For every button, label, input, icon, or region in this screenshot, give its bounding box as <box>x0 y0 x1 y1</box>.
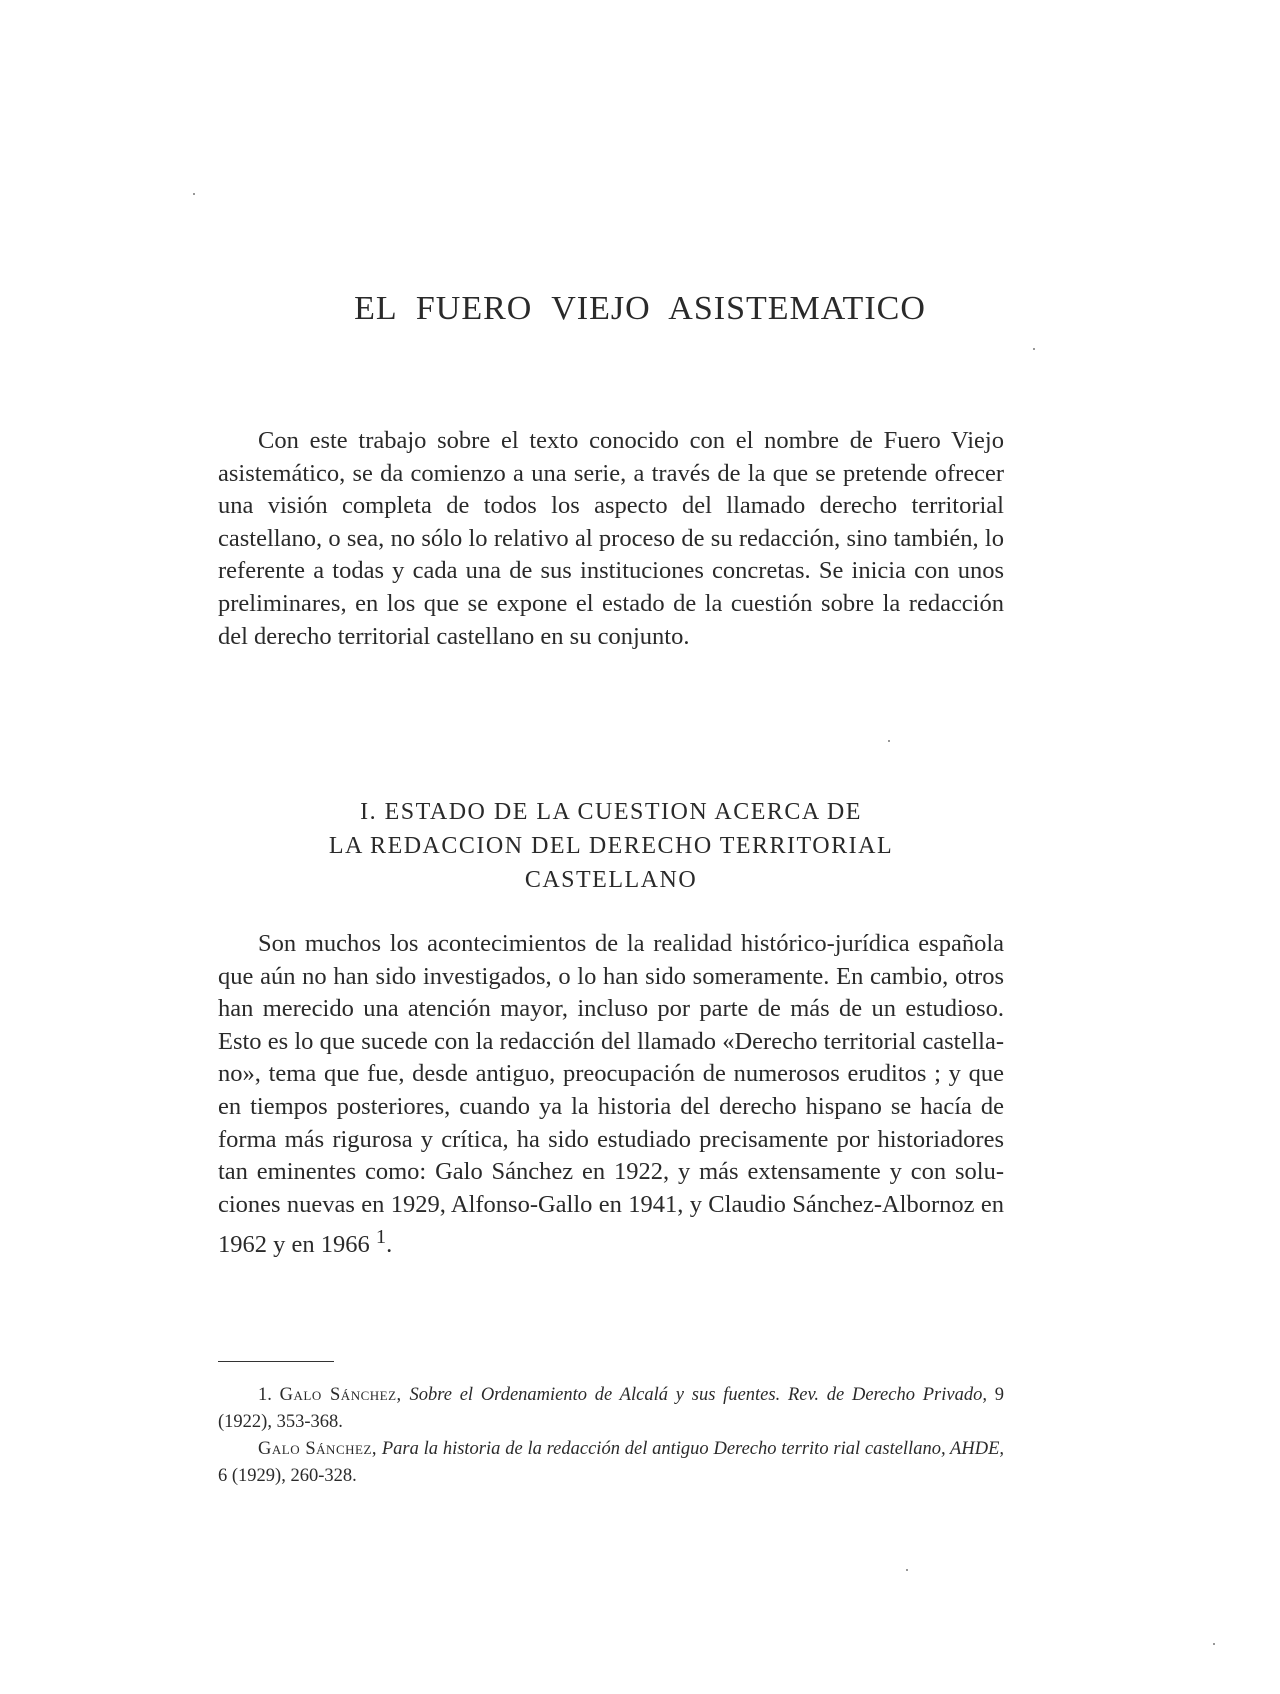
footnotes <box>218 1382 1004 1490</box>
section-paragraph-text: Son muchos los acontecimientos de la realidad histórico-jurídica española que aún no han sido investigados, o lo han sido someramente. En cambio, otros han merecido una atención mayor, incluso por parte de más de un estudioso. Esto es lo que sucede con la redacción del llamado «Derecho territorial castellano», tema que fue, desde antiguo, preocupación de numerosos eruditos ; y que en tiempos posteriores, cuando ya la historia del derecho hispano se hacía de forma más rigurosa y crítica, ha sido estudiado precisamente por historiadores tan eminentes como: Galo Sánchez en 1922, y más extensamente y con soluciones nuevas en 1929, Alfonso-Gallo en 1941, y Claudio Sánchez-Albornoz en 1962 y en 1966 <box>218 930 1004 1259</box>
footnote-details: 9 (1922), 353-368. <box>218 1385 1005 1432</box>
section-paragraph: Son muchos los acontecimientos de la realidad histórico-jurídica española que aún no han sido investigados, o lo han sido someramente. En cambio, otros han merecido una atención mayor, incluso por parte de más de un estudioso. Esto es lo que sucede con la redacción del llamado «Derecho territorial castellano», tema que fue, desde antiguo, preocupación de numerosos eruditos ; y que en tiempos posteriores, cuando ya la historia del derecho hispano se hacía de forma más rigurosa y crítica, ha sido estudiado precisamente por historiadores tan eminentes como: Galo Sánchez en 1922, y más extensamente y con soluciones nuevas en 1929, Alfonso-Gallo en 1941, y Claudio Sánchez-Albornoz en 1962 y en 1966 $^1$. <box>218 930 1004 1259</box>
scan-speck <box>1033 348 1035 350</box>
footnote-title: Sobre el Ordenamiento de Alcalá y sus fuentes. Rev. de Derecho Privado, <box>409 1385 987 1405</box>
footnote-author: Galo Sánchez, <box>279 1385 402 1405</box>
footnote-title: Para la historia de la redacción del antiguo Derecho territo rial castellano, AHDE, <box>381 1439 1004 1459</box>
footnote-rule <box>218 1361 334 1362</box>
intro-paragraph: Con este trabajo sobre el texto conocido con el nombre de Fuero Viejo asistemático, se da comienzo a una serie, a través de la que se pretende ofrecer una visión completa de todos los aspecto del llamado derecho territorial castellano, o sea, no sólo lo relativo al proceso de su redacción, sino también, lo referente a todas y cada una de sus instituciones concretas. Se inicia con unos preliminares, en los que se expone el estado de la cuestión sobre la redacción del derecho territorial castellano en su conjunto. <box>218 427 1004 650</box>
scan-speck <box>906 1569 908 1571</box>
footnote <box>218 1382 1004 1436</box>
scan-speck <box>888 740 890 742</box>
footnote-reference[interactable]: 1 <box>375 1226 387 1249</box>
scan-speck <box>1213 1643 1215 1645</box>
scan-speck <box>193 193 195 195</box>
section-heading-line: CASTELLANO <box>524 867 698 893</box>
footnote-details: 6 (1929), 260-328. <box>218 1466 357 1486</box>
section-heading-line: I. ESTADO DE LA CUESTION ACERCA DE <box>360 799 862 825</box>
footnote-number: 1. <box>258 1385 272 1405</box>
article-title: EL FUERO VIEJO ASISTEMATICO <box>354 290 926 327</box>
footnote <box>218 1436 1004 1490</box>
section-heading-line: LA REDACCION DEL DERECHO TERRITORIAL <box>328 833 894 859</box>
section-heading <box>218 795 1004 897</box>
footnote-author: Galo Sánchez, <box>258 1439 378 1459</box>
